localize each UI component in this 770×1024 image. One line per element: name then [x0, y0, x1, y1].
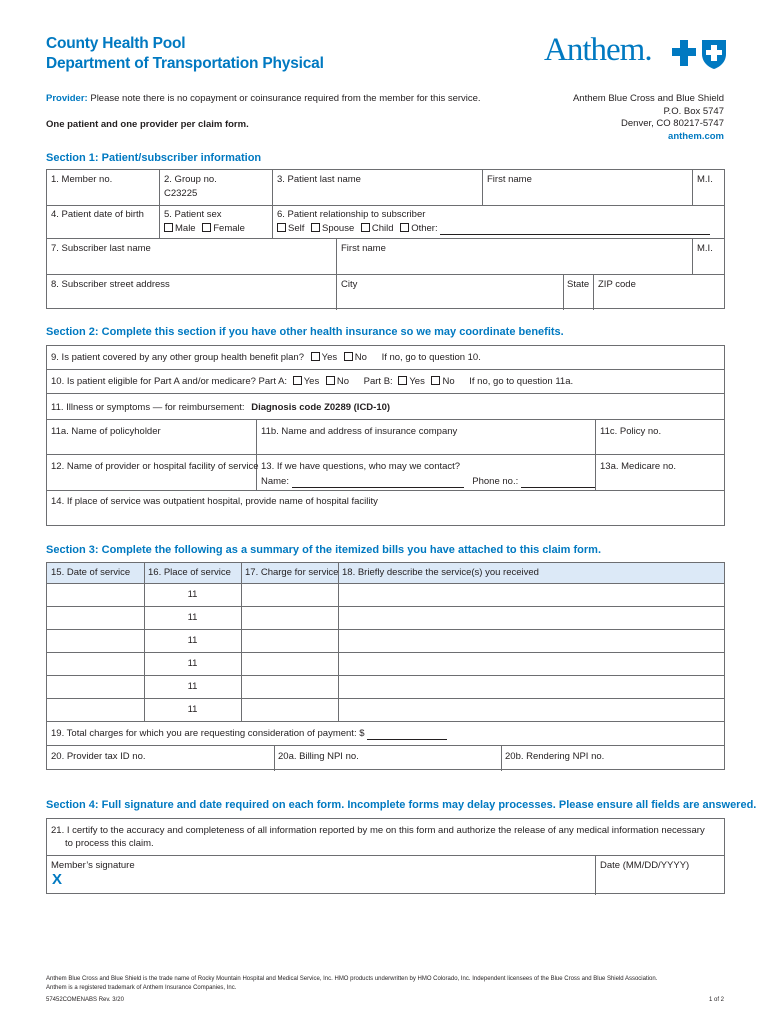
street-address-label: 8. Subscriber street address — [51, 279, 170, 290]
table-row-place-code[interactable]: 11 — [187, 612, 198, 623]
q12-label: 12. Name of provider or hospital facility of service — [51, 461, 259, 472]
q13-label: 13. If we have questions, who may we contact? — [261, 461, 461, 472]
relationship-options: Self Spouse Child Other: — [277, 223, 710, 235]
part-b-no-checkbox[interactable] — [431, 376, 440, 385]
provider-note: Provider: Please note there is no copayment or coinsurance required from the member for this service. — [46, 93, 481, 104]
section3-title: Section 3: Complete the following as a summary of the itemized bills you have attached to this claim form. — [46, 544, 602, 556]
zip-label: ZIP code — [598, 279, 636, 290]
table-row-place-code[interactable]: 11 — [187, 589, 198, 600]
signature-field[interactable]: X — [52, 871, 63, 888]
signature-label: Member’s signature — [51, 860, 135, 871]
certification-line1: 21. I certify to the accuracy and completeness of all information reported by me on this form and authorize the release of any medical information necessary — [51, 825, 705, 836]
one-patient-note: One patient and one provider per claim form. — [46, 119, 249, 130]
patient-mi-label: M.I. — [697, 174, 713, 185]
contact-name-field[interactable] — [292, 478, 464, 488]
section1-title: Section 1: Patient/subscriber information — [46, 152, 262, 164]
footer-legal-line1: Anthem Blue Cross and Blue Shield is the trade name of Rocky Mountain Hospital and Medical Service, Inc. HMO products underwritten by HMO Colorado, Inc. Independent licensees of the Blue Cross and Blue Shield Association. — [46, 976, 658, 982]
section3-table — [46, 562, 725, 770]
rendering-npi-label: 20b. Rendering NPI no. — [505, 751, 605, 762]
contact-phone-field[interactable] — [521, 478, 595, 488]
blue-cross-blue-shield-icon — [672, 38, 728, 70]
form-id: 57452COMENABS Rev. 3/20 — [46, 997, 124, 1003]
table-row-place-code[interactable]: 11 — [187, 704, 198, 715]
patient-sex-label: 5. Patient sex — [164, 209, 222, 220]
city-label: City — [341, 279, 358, 290]
logo-wordmark: Anthem. — [544, 32, 652, 68]
col-date-of-service: 15. Date of service — [51, 567, 131, 578]
relationship-label: 6. Patient relationship to subscriber — [277, 209, 426, 220]
dob-label: 4. Patient date of birth — [51, 209, 144, 220]
certification-line2: to process this claim. — [65, 838, 154, 849]
q9-row: 9. Is patient covered by any other group health benefit plan? Yes No If no, go to question 10. — [51, 352, 481, 363]
q10-row: 10. Is patient eligible for Part A and/or medicare? Part A: Yes No Part B: Yes No If no, go to question 11a. — [51, 376, 574, 387]
footer-legal-line2: Anthem is a registered trademark of Anthem Insurance Companies, Inc. — [46, 985, 237, 991]
anthem-logo — [544, 34, 724, 74]
col-service-description: 18. Briefly describe the service(s) you received — [342, 567, 539, 578]
table-row-place-code[interactable]: 11 — [187, 658, 198, 669]
q11a-label: 11a. Name of policyholder — [51, 426, 161, 437]
website-link[interactable]: anthem.com — [668, 130, 724, 142]
section4-title: Section 4: Full signature and date required on each form. Incomplete forms may delay processes. Please ensure all fields are answered. — [46, 799, 757, 811]
q11b-label: 11b. Name and address of insurance company — [261, 426, 458, 437]
self-checkbox[interactable] — [277, 223, 286, 232]
child-checkbox[interactable] — [361, 223, 370, 232]
table-row-place-code[interactable]: 11 — [187, 681, 198, 692]
female-checkbox[interactable] — [202, 223, 211, 232]
subscriber-mi-label: M.I. — [697, 243, 713, 254]
q13a-label: 13a. Medicare no. — [600, 461, 677, 472]
part-a-no-checkbox[interactable] — [326, 376, 335, 385]
group-no-value[interactable]: C23225 — [164, 188, 198, 199]
sex-options: Male Female — [164, 223, 245, 235]
subscriber-last-name-label: 7. Subscriber last name — [51, 243, 151, 254]
diagnosis-code: Diagnosis code Z0289 (ICD-10) — [251, 402, 391, 413]
part-a-yes-checkbox[interactable] — [293, 376, 302, 385]
col-charge-for-service: 17. Charge for service — [245, 567, 339, 578]
part-b-yes-checkbox[interactable] — [398, 376, 407, 385]
patient-first-name-label: First name — [487, 174, 532, 185]
section4-box — [46, 818, 725, 894]
q19-row: 19. Total charges for which you are requesting consideration of payment: $ — [51, 728, 447, 740]
col-place-of-service: 16. Place of service — [148, 567, 231, 578]
other-relationship-field[interactable] — [440, 225, 710, 235]
section2-title: Section 2: Complete this section if you have other health insurance so we may coordinate benefits. — [46, 326, 564, 338]
billing-npi-label: 20a. Billing NPI no. — [278, 751, 359, 762]
page-number: 1 of 2 — [708, 997, 724, 1003]
spouse-checkbox[interactable] — [311, 223, 320, 232]
section1-grid — [46, 169, 725, 309]
total-charges-field[interactable] — [367, 730, 447, 740]
mailing-address: Anthem Blue Cross and Blue Shield P.O. Box 5747 Denver, CO 80217-5747 anthem.com — [504, 93, 724, 143]
provider-tax-id-label: 20. Provider tax ID no. — [51, 751, 146, 762]
member-no-label: 1. Member no. — [51, 174, 113, 185]
q11-row: 11. Illness or symptoms — for reimbursement: Diagnosis code Z0289 (ICD-10) — [51, 402, 391, 413]
section2-grid — [46, 345, 725, 526]
subscriber-first-name-label: First name — [341, 243, 386, 254]
q9-no-checkbox[interactable] — [344, 352, 353, 361]
table-row-place-code[interactable]: 11 — [187, 635, 198, 646]
q14-label: 14. If place of service was outpatient hospital, provide name of hospital facility — [51, 496, 378, 507]
male-checkbox[interactable] — [164, 223, 173, 232]
form-title-line2: Department of Transportation Physical — [46, 55, 324, 72]
other-checkbox[interactable] — [400, 223, 409, 232]
q11c-label: 11c. Policy no. — [600, 426, 662, 437]
state-label: State — [567, 279, 590, 290]
form-title-line1: County Health Pool — [46, 35, 186, 52]
date-label: Date (MM/DD/YYYY) — [600, 860, 690, 871]
q9-yes-checkbox[interactable] — [311, 352, 320, 361]
q13-contact-row: Name: Phone no.: — [261, 476, 595, 488]
patient-last-name-label: 3. Patient last name — [277, 174, 361, 185]
group-no-label: 2. Group no. — [164, 174, 217, 185]
